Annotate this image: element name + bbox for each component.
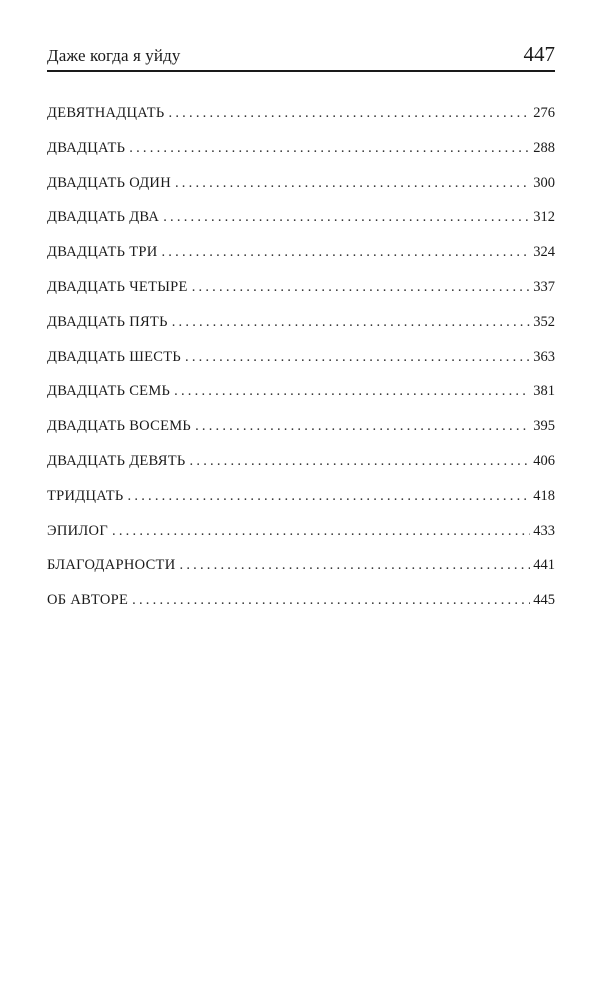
toc-entry (47, 548, 555, 583)
toc-entry-label: ДВАДЦАТЬ ШЕСТЬ (47, 348, 182, 365)
toc-entry (47, 583, 555, 618)
toc-entry (47, 200, 555, 235)
toc-entry (47, 340, 555, 375)
dot-leader (195, 409, 530, 444)
dot-leader (128, 479, 531, 514)
toc-entry (47, 479, 555, 514)
toc-entry-label: ДВАДЦАТЬ ТРИ (47, 244, 158, 261)
dot-leader (185, 340, 530, 375)
toc-entry-label: ДВАДЦАТЬ ОДИН (47, 174, 171, 191)
toc-entry-page: 300 (533, 174, 555, 191)
toc-entry (47, 235, 555, 270)
toc-entry (47, 444, 555, 479)
toc-entry-page: 288 (533, 139, 555, 156)
toc-entry-page: 381 (533, 383, 555, 400)
toc-entry-page: 418 (533, 487, 555, 504)
toc-entry-label: ТРИДЦАТЬ (47, 487, 124, 504)
dot-leader (172, 305, 531, 340)
toc-entry-label: ДВАДЦАТЬ ДЕВЯТЬ (47, 452, 186, 469)
toc-entry-page: 337 (533, 278, 555, 295)
toc-entry-label: ДВАДЦАТЬ ДВА (47, 209, 160, 226)
toc-entry-page: 363 (533, 348, 555, 365)
toc-entry-label: ДВАДЦАТЬ ЧЕТЫРЕ (47, 278, 188, 295)
toc-entry-label: БЛАГОДАРНОСТИ (47, 557, 176, 574)
toc-entry (47, 374, 555, 409)
toc-entry-label: ДВАДЦАТЬ ПЯТЬ (47, 313, 168, 330)
toc-entry (47, 96, 555, 131)
toc-entry-page: 445 (533, 592, 555, 609)
book-title: Даже когда я уйду (47, 46, 181, 65)
toc-entry-label: ОБ АВТОРЕ (47, 592, 129, 609)
dot-leader (169, 96, 531, 131)
toc-entry-page: 406 (533, 452, 555, 469)
toc-entry (47, 514, 555, 549)
dot-leader (190, 444, 531, 479)
dot-leader (180, 548, 531, 583)
toc-entry-page: 352 (533, 313, 555, 330)
dot-leader (163, 200, 530, 235)
dot-leader (112, 514, 530, 549)
toc-entry (47, 131, 555, 166)
toc-entry (47, 270, 555, 305)
toc-entry (47, 166, 555, 201)
dot-leader (174, 374, 530, 409)
toc-entry-label: ДВАДЦАТЬ СЕМЬ (47, 383, 171, 400)
toc-entry-page: 324 (533, 244, 555, 261)
page-number: 447 (523, 42, 555, 66)
running-header (47, 40, 555, 72)
toc-entry-label: ДВАДЦАТЬ ВОСЕМЬ (47, 418, 192, 435)
toc-entry-page: 441 (533, 557, 555, 574)
toc-entry-page: 395 (533, 418, 555, 435)
dot-leader (192, 270, 531, 305)
toc-entry-page: 433 (533, 522, 555, 539)
toc-entry-page: 276 (533, 105, 555, 121)
toc-entry-label: ДЕВЯТНАДЦАТЬ (47, 105, 165, 121)
toc-entry-label: ЭПИЛОГ (47, 522, 109, 539)
dot-leader (175, 166, 530, 201)
toc-entry-label: ДВАДЦАТЬ (47, 139, 126, 156)
toc-entry (47, 409, 555, 444)
toc-entry (47, 305, 555, 340)
dot-leader (132, 583, 530, 618)
dot-leader (129, 131, 530, 166)
dot-leader (161, 235, 530, 270)
toc-entry-page: 312 (533, 209, 555, 226)
table-of-contents (47, 96, 555, 618)
